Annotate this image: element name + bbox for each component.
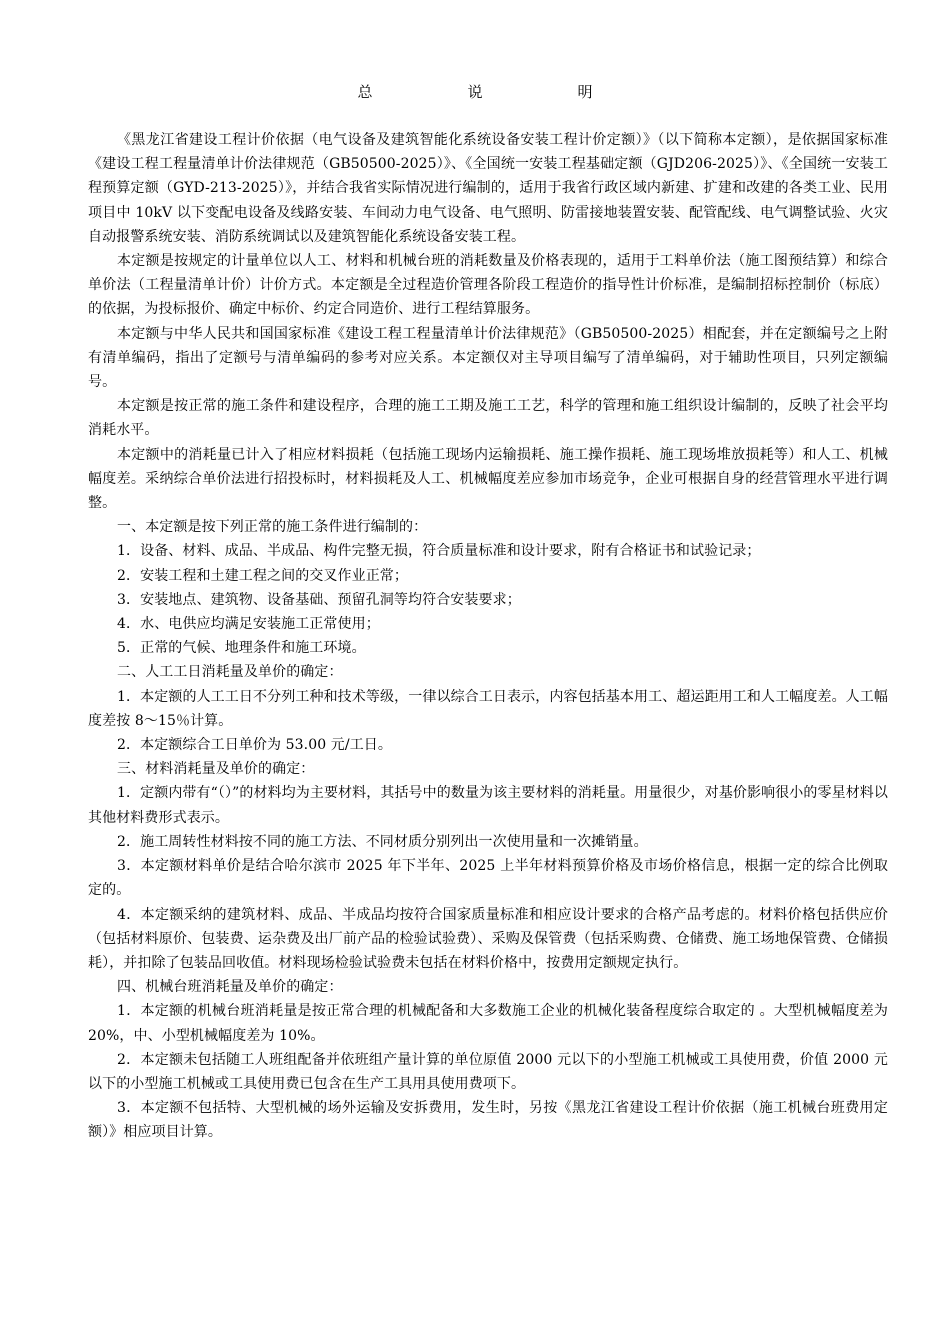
list-item: 3．本定额不包括特、大型机械的场外运输及安拆费用，发生时，另按《黑龙江省建设工程计价依据（施工机械台班费用定额）》相应项目计算。	[88, 1100, 888, 1141]
list-item: 2．安装工程和土建工程之间的交叉作业正常；	[117, 567, 409, 584]
list-item: 2．本定额未包括随工人班组配备并依班组产量计算的单位原值 2000 元以下的小型施工机械或工具使用费，价值 2000 元以下的小型施工机械或工具使用费已包含在生产工具用具使用费项下。	[88, 1051, 888, 1092]
paragraph-pricing-method: 本定额是按规定的计量单位以人工、材料和机械台班的消耗数量及价格表现的，适用于工料单价法（施工图预结算）和综合单价法（工程量清单计价）计价方式。本定额是全过程造价管理各阶段工程造价的指导性计价标准，是编制招标控制价（标底）的依据，为投标报价、确定中标价、约定合同造价、进行工程结算服务。	[88, 253, 888, 318]
list-item: 1．设备、材料、成品、半成品、构件完整无损，符合质量标准和设计要求，附有合格证书和试验记录；	[117, 543, 761, 560]
document-title: 总 说 明	[357, 83, 633, 101]
section-heading-3: 三、材料消耗量及单价的确定：	[117, 761, 315, 778]
section-heading-1: 一、本定额是按下列正常的施工条件进行编制的：	[117, 519, 428, 536]
paragraph-intro: 《黑龙江省建设工程计价依据（电气设备及建筑智能化系统设备安装工程计价定额）》（以下简称本定额），是依据国家标准《建设工程工程量清单计价法律规范（GB50500-2025）》、《全国统一安装工程基础定额（GJD206-2025）》、《全国统一安装工程预算定额（GYD-213-2025）》，并结合我省实际情况进行编制的，适用于我省行政区域内新建、扩建和改建的各类工业、民用项目中 10kV 以下变配电设备及线路安装、车间动力电气设备、电气照明、防雷接地装置安装、配管配线、电气调整试验、火灾自动报警系统安装、消防系统调试以及建筑智能化系统设备安装工程。	[88, 132, 888, 245]
list-item: 3．安装地点、建筑物、设备基础、预留孔洞等均符合安装要求；	[117, 591, 521, 608]
section-heading-2: 二、人工工日消耗量及单价的确定：	[117, 664, 343, 681]
list-item: 3．本定额材料单价是结合哈尔滨市 2025 年下半年、2025 上半年材料预算价格及市场价格信息，根据一定的综合比例取定的。	[88, 858, 888, 899]
list-item: 1．本定额的机械台班消耗量是按正常合理的机械配备和大多数施工企业的机械化装备程度综合取定的 。大型机械幅度差为 20%，中、小型机械幅度差为 10%。	[88, 1003, 888, 1044]
list-item: 2．施工周转性材料按不同的施工方法、不同材质分别列出一次使用量和一次摊销量。	[117, 833, 648, 850]
document-body	[88, 128, 888, 1145]
list-item: 1．定额内带有“（）”的材料均为主要材料，其括号中的数量为该主要材料的消耗量。用量很少，对基价影响很小的零星材料以其他材料费形式表示。	[88, 785, 888, 826]
paragraph-standard-match: 本定额与中华人民共和国国家标准《建设工程工程量清单计价法律规范》（GB50500-2025）相配套，并在定额编号之上附有清单编码，指出了定额号与清单编码的参考对应关系。本定额仅对主导项目编写了清单编码，对于辅助性项目，只列定额编号。	[88, 325, 888, 391]
list-item: 4．本定额采纳的建筑材料、成品、半成品均按符合国家质量标准和相应设计要求的合格产品考虑的。材料价格包括供应价（包括材料原价、包装费、运杂费及出厂前产品的检验试验费）、采购及保管费（包括采购费、仓储费、施工场地保管费、仓储损耗），并扣除了包装品回收值。材料现场检验试验费未包括在材料价格中，按费用定额规定执行。	[88, 906, 888, 971]
list-item: 1．本定额的人工工日不分列工种和技术等级，一律以综合工日表示，内容包括基本用工、超运距用工和人工幅度差。人工幅度差按 8～15％计算。	[88, 688, 888, 729]
list-item: 2．本定额综合工日单价为 53.00 元/工日。	[117, 737, 393, 754]
paragraph-consumption: 本定额中的消耗量已计入了相应材料损耗（包括施工现场内运输损耗、施工操作损耗、施工现场堆放损耗等）和人工、机械幅度差。采纳综合单价法进行招投标时，材料损耗及人工、机械幅度差应参加市场竞争，企业可根据自身的经营管理水平进行调整。	[88, 446, 888, 512]
section-heading-4: 四、机械台班消耗量及单价的确定：	[117, 979, 343, 996]
list-item: 4．水、电供应均满足安装施工正常使用；	[117, 616, 380, 633]
list-item: 5．正常的气候、地理条件和施工环境。	[117, 640, 366, 657]
paragraph-conditions: 本定额是按正常的施工条件和建设程序，合理的施工工期及施工工艺，科学的管理和施工组织设计编制的，反映了社会平均消耗水平。	[88, 398, 888, 439]
